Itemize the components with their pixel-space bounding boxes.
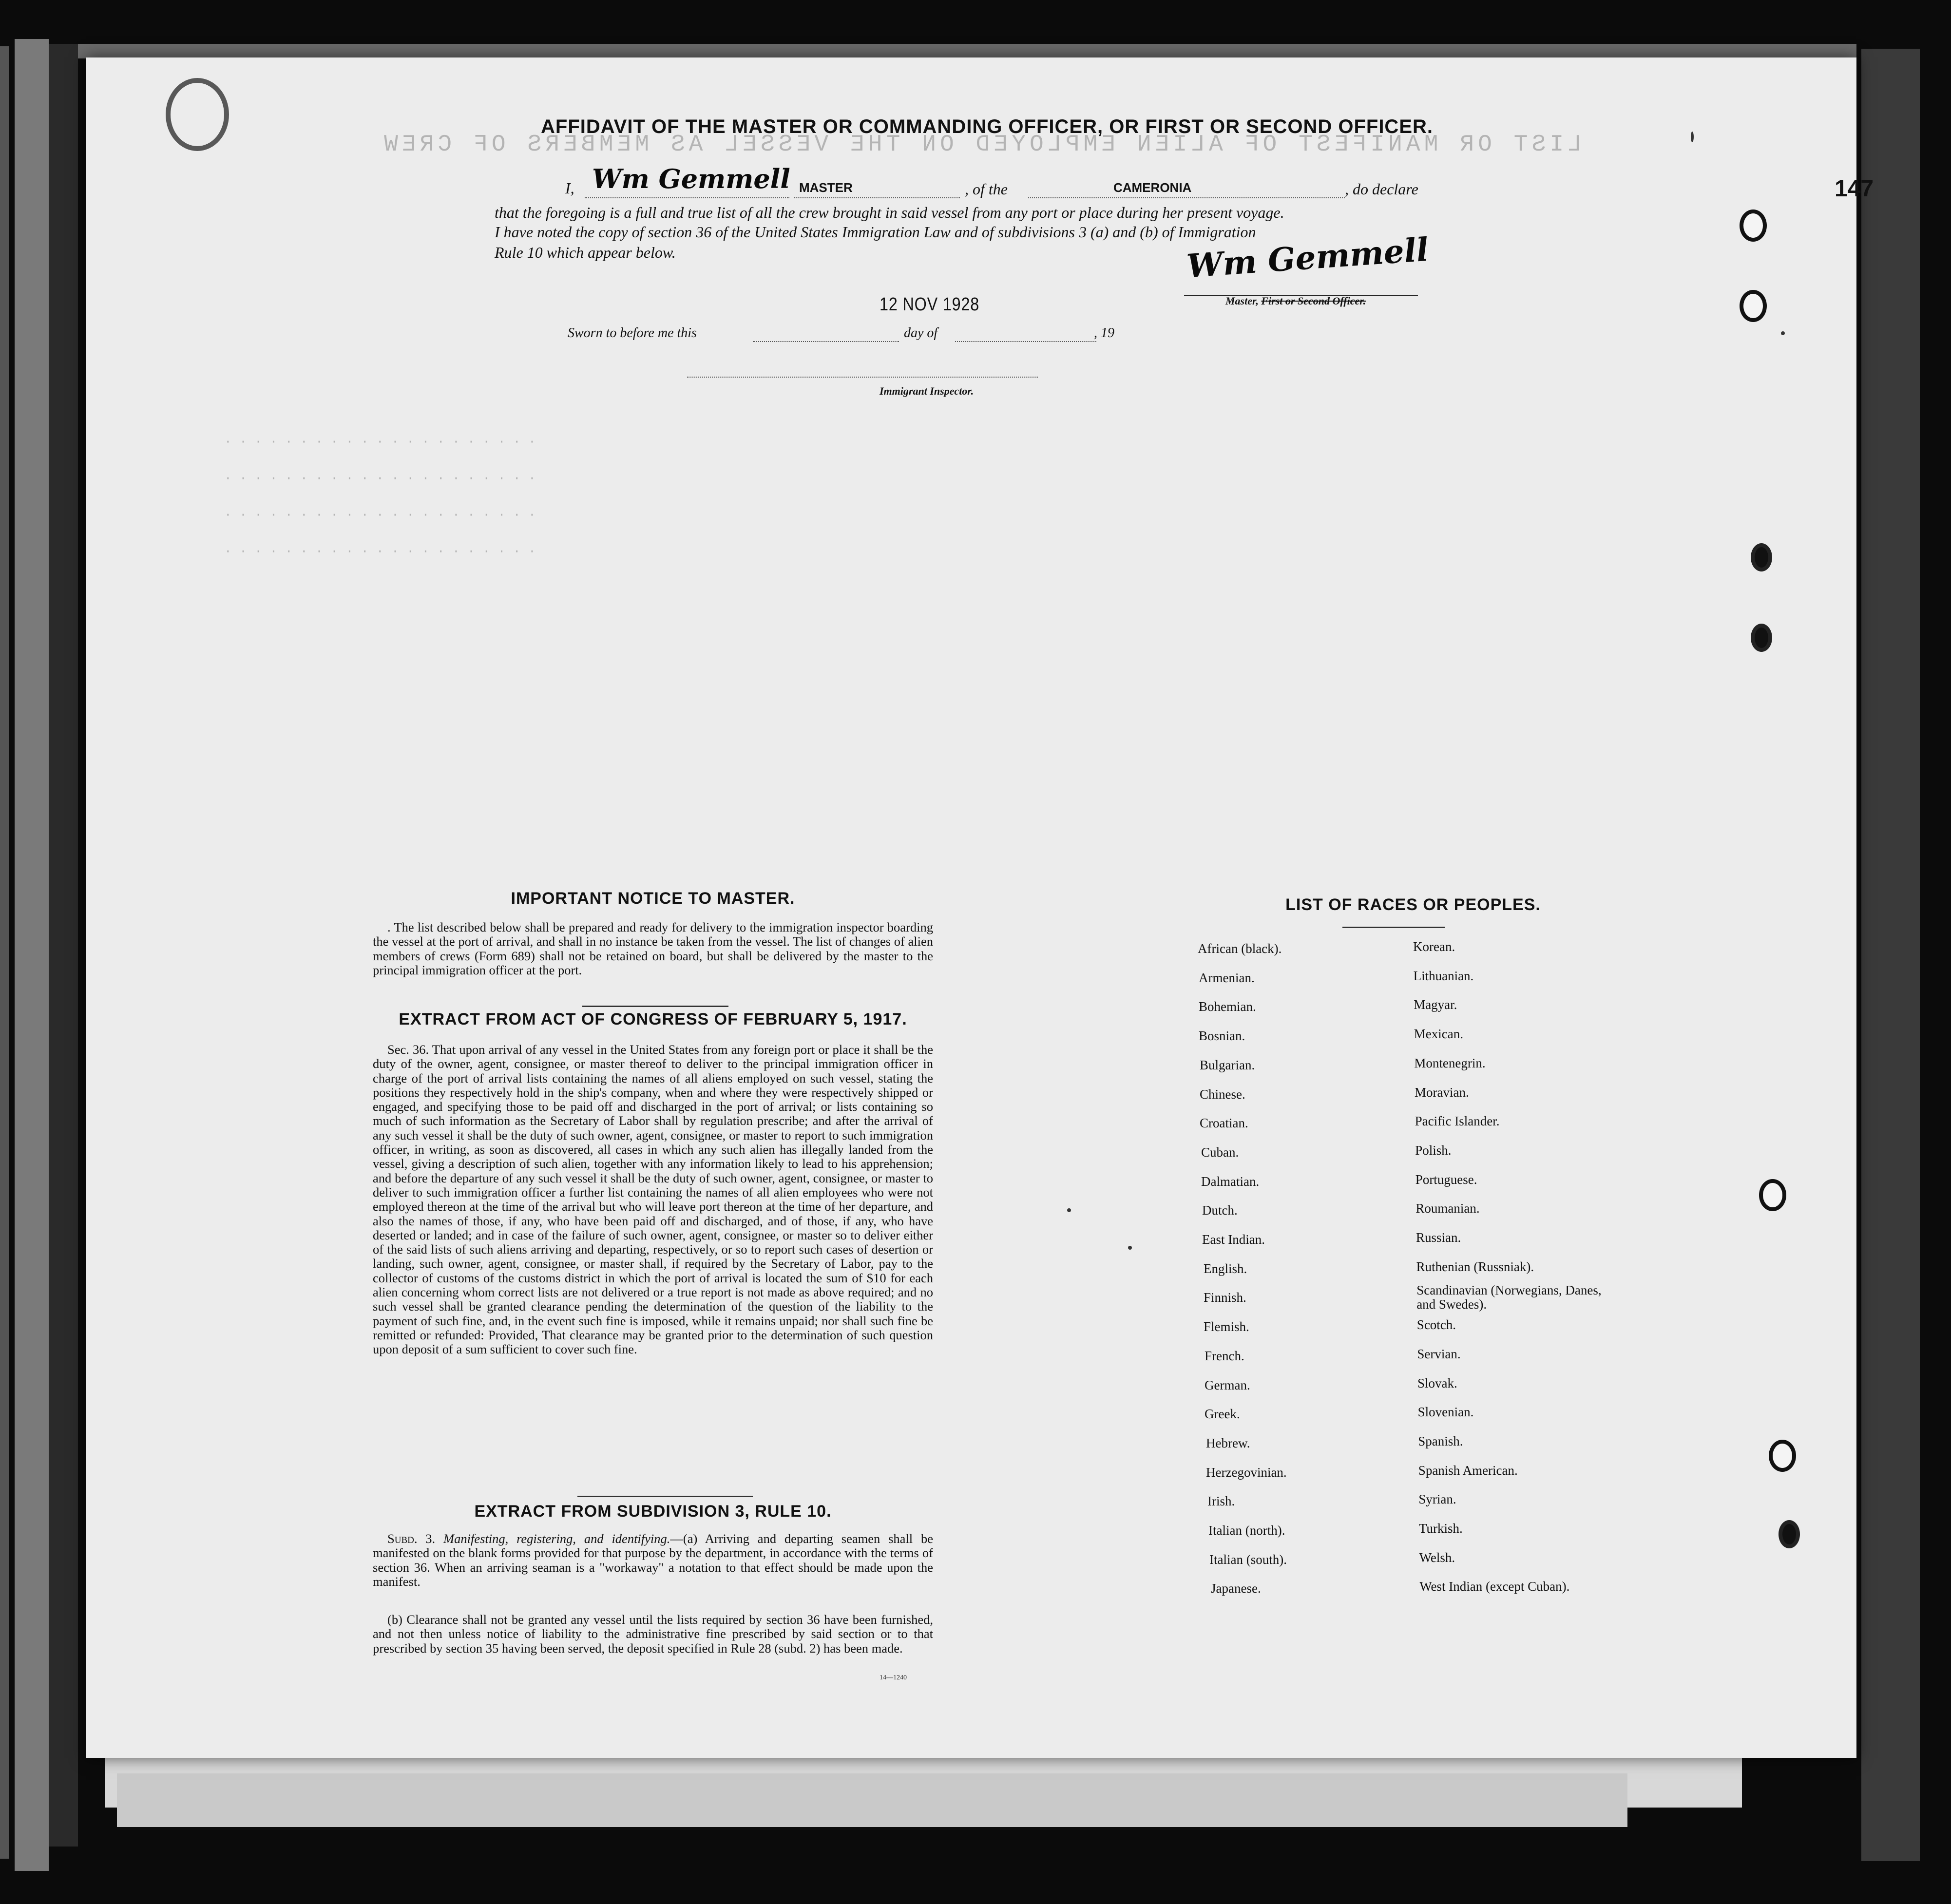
- top-page-edge: [78, 44, 1856, 58]
- of-the-label: , of the: [965, 180, 1008, 198]
- race-item: Dutch.: [1202, 1203, 1238, 1218]
- subd-title: Manifesting, registering, and identifying.: [443, 1531, 670, 1546]
- race-item: Dalmatian.: [1201, 1174, 1260, 1189]
- day-of-label: day of: [904, 325, 938, 341]
- subd-label: Subd. 3.: [387, 1531, 436, 1546]
- race-item: English.: [1204, 1261, 1247, 1276]
- race-item: Irish.: [1207, 1494, 1235, 1509]
- circular-stamp: [166, 78, 229, 151]
- sworn-month-line: [955, 341, 1096, 342]
- race-item: German.: [1205, 1377, 1250, 1392]
- signature-role: [1225, 295, 1366, 307]
- race-item: Finnish.: [1204, 1290, 1246, 1305]
- race-item: Mexican.: [1414, 1027, 1464, 1042]
- stray-mark: [1691, 132, 1694, 142]
- affidavit-title: AFFIDAVIT OF THE MASTER OR COMMANDING OFFICER, OR FIRST OR SECOND OFFICER.: [541, 116, 1433, 137]
- master-signature: Wm Gemmell: [1185, 230, 1430, 286]
- race-item: Pacific Islander.: [1415, 1114, 1500, 1129]
- form-code: 14—1240: [880, 1674, 907, 1681]
- act-heading: EXTRACT FROM ACT OF CONGRESS OF FEBRUARY 5, 1917.: [399, 1010, 907, 1028]
- stray-mark: [1067, 1208, 1071, 1212]
- inspector-line: [687, 377, 1038, 378]
- races-rule: [1342, 927, 1445, 928]
- race-item: Scotch.: [1416, 1317, 1456, 1333]
- race-item: Portuguese.: [1415, 1172, 1477, 1187]
- punch-hole: [1769, 1440, 1796, 1472]
- declaration-line-4: Rule 10 which appear below.: [495, 244, 676, 261]
- race-item: Slovak.: [1417, 1375, 1457, 1390]
- punch-hole: [1751, 624, 1772, 652]
- race-item: Russian.: [1416, 1230, 1461, 1245]
- race-item: Bosnian.: [1199, 1028, 1245, 1044]
- rule-heading: EXTRACT FROM SUBDIVISION 3, RULE 10.: [474, 1502, 832, 1521]
- punch-hole: [1740, 290, 1767, 322]
- left-page-edge-inner: [49, 44, 78, 1847]
- race-item: Cuban.: [1201, 1144, 1239, 1160]
- race-item: French.: [1205, 1348, 1244, 1363]
- race-item: Herzegovinian.: [1206, 1465, 1287, 1480]
- left-page-edge: [15, 39, 49, 1871]
- year-prefix: , 19: [1094, 325, 1114, 341]
- inspector-label: Immigrant Inspector.: [880, 385, 974, 397]
- punch-hole: [1751, 543, 1772, 571]
- race-item: Ruthenian (Russniak).: [1416, 1259, 1534, 1274]
- sworn-day-line: [753, 341, 899, 342]
- punch-hole: [1779, 1520, 1800, 1548]
- role-master: Master,: [1225, 295, 1259, 307]
- stray-mark: [1781, 331, 1785, 335]
- name-line: [585, 197, 789, 198]
- race-item: Italian (north).: [1208, 1523, 1285, 1538]
- race-item: Servian.: [1417, 1346, 1461, 1361]
- race-item: Bohemian.: [1199, 999, 1256, 1014]
- race-item: Spanish.: [1418, 1433, 1463, 1448]
- position-line: [794, 197, 960, 198]
- race-item: Flemish.: [1204, 1319, 1249, 1334]
- race-item: Greek.: [1205, 1407, 1240, 1422]
- race-item: Magyar.: [1414, 997, 1457, 1012]
- race-item: Hebrew.: [1206, 1435, 1250, 1450]
- section-rule: [582, 1006, 728, 1007]
- race-item: East Indian.: [1202, 1232, 1265, 1247]
- race-item: Welsh.: [1419, 1550, 1455, 1565]
- race-item: Armenian.: [1199, 970, 1255, 985]
- race-item: Japanese.: [1211, 1581, 1261, 1596]
- race-item: Slovenian.: [1417, 1405, 1474, 1420]
- signer-name: Wm Gemmell: [592, 163, 790, 194]
- race-item: Croatian.: [1200, 1116, 1248, 1131]
- race-item: West Indian (except Cuban).: [1419, 1579, 1570, 1594]
- stray-mark: [1128, 1246, 1132, 1250]
- position-field: MASTER: [799, 180, 853, 195]
- section-rule: [577, 1496, 753, 1497]
- race-item: African (black).: [1198, 941, 1282, 956]
- race-item: Italian (south).: [1209, 1552, 1287, 1567]
- page-number: 147: [1835, 176, 1874, 202]
- date-stamp: 12 NOV 1928: [880, 294, 980, 315]
- races-heading: LIST OF RACES OR PEOPLES.: [1285, 895, 1541, 914]
- vessel-line: [1028, 197, 1345, 198]
- bleed-through-text: LIST OR MANIFEST OF ALIEN EMPLOYED ON THE VESSEL AS MEMBERS OF CREW: [380, 132, 1582, 158]
- rule-text-b: (b) Clearance shall not be granted any vessel until the lists required by section 36 have been furnished, and not then unless notice of liability to the administrative fine prescribed by said section or to that prescribed by section 35 having been served, the deposit specified in Rule 28 (subd. 2) has been made.: [373, 1612, 933, 1656]
- left-edge-strip: [0, 46, 9, 1859]
- race-item: Bulgarian.: [1200, 1057, 1255, 1072]
- bleed-through-rows: · · · · · · · · · · · · · · · · · · · · · · · · · · · · · · · · · · · · · · · · · · · · · · · · · · · · · · · · · · · · · · · · · · · · · · · · · · · · · · · · · · · ·: [224, 435, 536, 559]
- race-item: Syrian.: [1418, 1492, 1456, 1507]
- race-item: Korean.: [1413, 939, 1455, 954]
- right-page-edge: [1861, 49, 1920, 1861]
- race-item: Polish.: [1415, 1142, 1452, 1158]
- race-item: Spanish American.: [1418, 1463, 1518, 1478]
- declaration-line-3: I have noted the copy of section 36 of the United States Immigration Law and of subdivisions 3 (a) and (b) of Immigration: [495, 223, 1256, 241]
- rule-text-a: [373, 1532, 933, 1589]
- notice-heading: IMPORTANT NOTICE TO MASTER.: [511, 889, 795, 908]
- punch-hole: [1740, 209, 1767, 242]
- declaration-i: I,: [565, 179, 574, 197]
- race-item: Scandinavian (Norwegians, Danes, and Swedes).: [1416, 1283, 1602, 1312]
- subd-text-a: —(a) Arriving and departing seamen shall be manifested on the blank forms provided for that purpose by the department, in accordance with the terms of section 36. When an arriving seaman is a "workaway" a notation to that effect should be made upon the manifest.: [373, 1531, 933, 1589]
- vessel-name: CAMERONIA: [1113, 180, 1192, 195]
- race-item: Montenegrin.: [1414, 1055, 1486, 1070]
- do-declare-label: , do declare: [1345, 180, 1418, 198]
- race-item: Moravian.: [1415, 1085, 1469, 1100]
- race-item: Chinese.: [1200, 1086, 1245, 1102]
- role-struck: First or Second Officer.: [1261, 295, 1366, 307]
- race-item: Turkish.: [1419, 1521, 1463, 1536]
- declaration-line-2: that the foregoing is a full and true list of all the crew brought in said vessel from any port or place during her present voyage.: [495, 204, 1284, 221]
- race-item: Lithuanian.: [1413, 968, 1474, 983]
- punch-hole: [1759, 1179, 1786, 1211]
- race-item: Roumanian.: [1415, 1201, 1480, 1216]
- underlying-page-2: [117, 1773, 1627, 1827]
- notice-text: . The list described below shall be prepared and ready for delivery to the immigration inspector boarding the vessel at the port of arrival, and shall in no instance be taken from the vessel. The list of changes of alien members of crews (Form 689) shall not be retained on board, but shall be delivered by the master to the principal immigration officer at the port.: [373, 920, 933, 977]
- act-text: Sec. 36. That upon arrival of any vessel in the United States from any foreign port or place it shall be the duty of the owner, agent, consignee, or master thereof to deliver to the principal immigration officer in charge of the port of arrival lists containing the names of all aliens employed on such vessel, stating the positions they respectively hold in the ship's company, when and where they were respectively shipped or engaged, and specifying those to be paid off and discharged in the port of arrival; or lists containing so much of such information as the Secretary of Labor shall by regulation prescribe; and after the arrival of any such vessel it shall be the duty of such owner, agent, consignee, or master to report to such immigration officer, in writing, as soon as discovered, all cases in which any such alien has illegally landed from the vessel, giving a description of such alien, together with any information likely to lead to his apprehension; and before the departure of any such vessel it shall be the duty of such owner, agent, consignee, or master to deliver to such immigration officer a further list containing the names of all alien employees who were not employed thereon at the time of the arrival but who will leave port thereon at the time of her departure, and also the names of those, if any, who have been paid off and discharged, and of those, if any, who have deserted or landed; and in case of the failure of such owner, agent, consignee, or master so to deliver either of the said lists of such aliens arriving and departing, respectively, or so to report such cases of desertion or landing, such owner, agent, consignee, or master shall, if required by the Secretary of Labor, pay to the collector of customs of the customs district in which the port of arrival is located the sum of $10 for each alien concerning whom correct lists are not delivered or a true report is not made as above required; and no such vessel shall be granted clearance pending the determination of the question of the liability to the payment of such fine, and, in the event such fine is imposed, while it remains unpaid; nor shall such fine be remitted or refunded: Provided, That clearance may be granted prior to the determination of such question upon deposit of a sum sufficient to cover such fine.: [373, 1042, 933, 1357]
- sworn-label: Sworn to before me this: [568, 325, 697, 341]
